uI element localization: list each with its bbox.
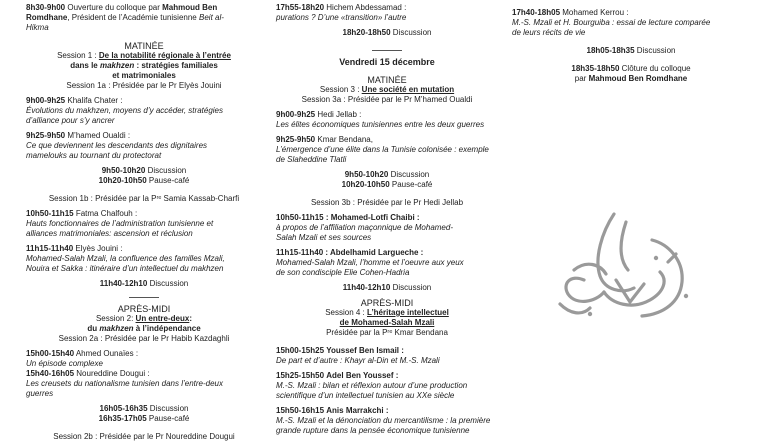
apres-midi-heading: APRÈS-MIDI (360, 298, 414, 308)
opening-entry: 8h30-9h00 Ouverture du colloque par Mahmoud Ben Romdhane, Président de l’Académie tunisienne Beit al- Hikma (26, 3, 224, 32)
discussion-slot: 18h05-18h35 Discussion (586, 46, 676, 55)
break-slot: 10h20-10h50 Pause-café (98, 176, 190, 185)
logo-dot (684, 294, 688, 298)
logo-dot (654, 256, 658, 260)
talk-entry: 15h40-16h05 Noureddine Dougui : (26, 369, 150, 378)
talk-entry: 15h50-16h15 Anis Marrakchi : (276, 406, 389, 415)
talk-entry: 11h15-11h40 Elyès Jouini : (26, 244, 123, 253)
programme-column-3: 17h40-18h05 Mohamed Kerrou : M.-S. Mzali et H. Bourguiba : essai de lecture comparée de leurs récits de vie 18h05-18h35 Discussion 18h35-18h50 Clôture du colloque par Mahmoud Ben Romdhane (512, 0, 750, 84)
session-4-chair: Présidée par la Pʳᵉ Kmar Bendana (326, 328, 448, 337)
closing-speaker: par Mahmoud Ben Romdhane (574, 74, 688, 83)
talk-entry: 15h00-15h25 Youssef Ben Ismail : (276, 346, 404, 355)
matinee-heading: MATINÉE (367, 75, 407, 85)
discussion-slot: 9h50-10h20 Discussion (101, 166, 187, 175)
session-1-title: Session 1 : De la notabilité régionale à l’entrée dans le makhzen : stratégies familiales et matrimoniales (57, 51, 231, 80)
session-2b-chair: Session 2b : Présidée par le Pr Noureddine Dougui (53, 432, 235, 441)
talk-entry: 10h50-11h15 Fatma Chalfouh : (26, 209, 138, 218)
talk-entry: 15h00-15h40 Ahmed Ounaïes : (26, 349, 139, 358)
day-title: Vendredi 15 décembre (339, 57, 435, 67)
talk-entry: 15h25-15h50 Adel Ben Youssef : (276, 371, 399, 380)
discussion-slot: 11h40-12h10 Discussion (99, 279, 189, 288)
closing-slot: 18h35-18h50 Clôture du colloque (571, 64, 691, 73)
discussion-slot: 16h05-16h35 Discussion (99, 404, 189, 413)
talk-entry: 9h25-9h50 M’hamed Oualdi : (26, 131, 131, 140)
discussion-slot: 18h20-18h50 Discussion (342, 28, 432, 37)
section-divider (129, 297, 159, 298)
beit-al-hikma-logo-icon (556, 210, 696, 322)
talk-entry: 10h50-11h15 : Mohamed-Lotfi Chaibi : (276, 213, 420, 222)
session-1a-chair: Session 1a : Présidée par le Pr Elyès Jouini (66, 81, 222, 90)
talk-entry: 9h25-9h50 Kmar Bendana, (276, 135, 373, 144)
session-3-title: Session 3 : Une société en mutation (319, 85, 455, 94)
talk-entry: 17h55-18h20 Hichem Abdessamad : (276, 3, 407, 12)
talk-entry: 17h40-18h05 Mohamed Kerrou : (512, 8, 629, 17)
break-slot: 16h35-17h05 Pause-café (98, 414, 190, 423)
logo-stroke (566, 278, 604, 301)
programme-column-1: 8h30-9h00 Ouverture du colloque par Mahmoud Ben Romdhane, Président de l’Académie tunisienne Beit al- Hikma MATINÉE Session 1 : De la notabilité régionale à l’entrée dans le makhzen : stratégies familiales et matrimoniales Session 1a : Présidée par le Pr Elyès Jouini 9h00-9h25 Khalifa Chater : Évolutions du makhzen, moyens d’y accéder, stratégies d’alliance pour s’y ancrer 9h25-9h50 M’hamed Oualdi : Ce que deviennent les descendants des dignitaires mamelouks au tournant du protectorat 9h50-10h20 Discussion 10h20-10h50 Pause-café Session 1b : Présidée par la Pʳᵉ Samia Kassab-Charfi 10h50-11h15 Fatma Chalfouh : Hauts fonctionnaires de l’administration tunisienne et alliances matrimoniales: ascension et réclusion 11h15-11h40 Elyès Jouini : Mohamed-Salah Mzali, la confluence des familles Mzali, Nouira et Sakka : itinéraire d’un intellectuel du makhzen 11h40-12h10 Discussion APRÈS-MIDI Session 2: Un entre-deux: du makhzen à l’indépendance Session 2a : Présidée par le Pr Habib Kazdaghli 15h00-15h40 Ahmed Ounaïes : Un épisode complexe 15h40-16h05 Noureddine Dougui : Les creusets du nationalisme tunisien dans l’entre-deux guerres 16h05-16h35 Discussion 16h35-17h05 Pause-café Session 2b : Présidée par le Pr Noureddine Dougui (26, 0, 262, 442)
session-2a-chair: Session 2a : Présidée par le Pr Habib Kazdaghli (58, 334, 230, 343)
session-1b-chair: Session 1b : Présidée par la Pʳᵉ Samia Kassab-Charfi (48, 194, 240, 203)
logo-stroke (574, 264, 606, 274)
session-3b-chair: Session 3b : Présidée par le Pr Hedi Jellab (310, 198, 464, 207)
talk-entry: 9h00-9h25 Khalifa Chater : (26, 96, 123, 105)
section-divider (372, 50, 402, 51)
break-slot: 10h20-10h50 Pause-café (341, 180, 433, 189)
logo-stroke (560, 304, 590, 313)
talk-entry: 9h00-9h25 Hedi Jellab : (276, 110, 362, 119)
logo-stroke (621, 222, 628, 270)
discussion-slot: 11h40-12h10 Discussion (342, 283, 432, 292)
logo-dot (588, 312, 592, 316)
matinee-heading: MATINÉE (124, 41, 164, 51)
session-2-title: Session 2: Un entre-deux: du makhzen à l’indépendance (87, 314, 201, 333)
discussion-slot: 9h50-10h20 Discussion (344, 170, 430, 179)
talk-entry: 11h15-11h40 : Abdelhamid Largueche : (276, 248, 424, 257)
programme-column-2: 17h55-18h20 Hichem Abdessamad : purations ? D’une «transition» l’autre 18h20-18h50 Discussion Vendredi 15 décembre MATINÉE Session 3 : Une société en mutation Session 3a : Présidée par le Pr M’hamed Oualdi 9h00-9h25 Hedi Jellab : Les élites économiques tunisiennes entre les deux guerres 9h25-9h50 Kmar Bendana, L’émergence d’une élite dans la Tunisie colonisée : exemple de Slaheddine Tlatli 9h50-10h20 Discussion 10h20-10h50 Pause-café Session 3b : Présidée par le Pr Hedi Jellab 10h50-11h15 : Mohamed-Lotfi Chaibi : à propos de l’affiliation maçonnique de Mohamed- Salah Mzali et ses sources 11h15-11h40 : Abdelhamid Largueche : Mohamed-Salah Mzali, l’homme et l’oeuvre aux yeux de son condisciple Elie Cohen-Hadria 11h40-12h10 Discussion APRÈS-MIDI Session 4 : L’héritage intellectuel de Mohamed-Salah Mzali Présidée par la Pʳᵉ Kmar Bendana 15h00-15h25 Youssef Ben Ismail : De part et d’autre : Khayr al-Din et M.-S. Mzali 15h25-15h50 Adel Ben Youssef : M.-S. Mzali : bilan et réflexion autour d’une production scientifique d’un intellectuel tunisien au XXe siècle 15h50-16h15 Anis Marrakchi : M.-S. Mzali et la dénonciation du mercantilisme : la première grande rupture dans la pensée économique tunisienne (276, 0, 498, 436)
apres-midi-heading: APRÈS-MIDI (117, 304, 171, 314)
session-4-title: Session 4 : L’héritage intellectuel de Mohamed-Salah Mzali (325, 308, 449, 327)
session-3a-chair: Session 3a : Présidée par le Pr M’hamed Oualdi (301, 95, 473, 104)
